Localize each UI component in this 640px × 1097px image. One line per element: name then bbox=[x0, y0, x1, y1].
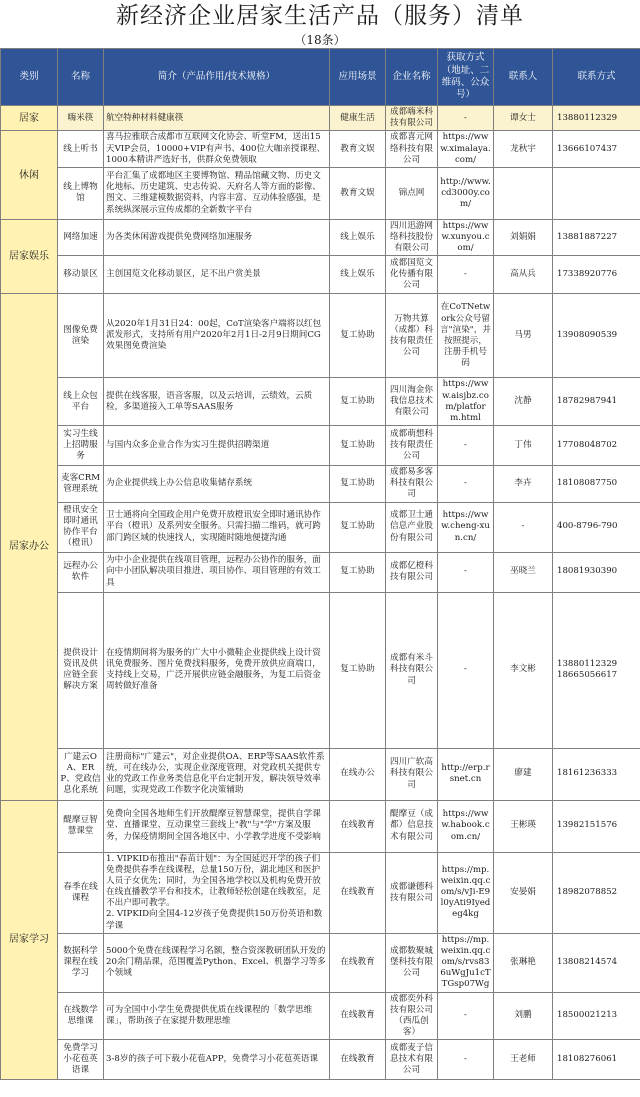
item-contact-info: 13982151576 bbox=[553, 800, 640, 852]
item-access: https://www.habook.com.cn/ bbox=[438, 800, 494, 852]
category-cell: 居家娱乐 bbox=[1, 219, 58, 294]
item-access: - bbox=[438, 552, 494, 592]
item-contact-info: 17708048702 bbox=[553, 426, 640, 466]
item-company: 成都亿橙科技有限公司 bbox=[386, 552, 438, 592]
item-scene: 复工协助 bbox=[330, 294, 386, 378]
item-access: https://mp.weixin.qq.com/s/vJi-E9l0yAti9Iyedeg4kg bbox=[438, 852, 494, 933]
item-name: 嗨米筷 bbox=[58, 106, 104, 131]
item-company: 成都喜元网络科技有限公司 bbox=[386, 131, 438, 168]
item-company: 锦点网 bbox=[386, 167, 438, 219]
item-name: 线上博物馆 bbox=[58, 167, 104, 219]
item-access: http://www.cd3000y.com/ bbox=[438, 167, 494, 219]
item-scene: 复工协助 bbox=[330, 502, 386, 552]
item-description: 主创国览文化移动景区，足不出户赏美景 bbox=[104, 256, 330, 294]
col-header-access: 获取方式（地址、二维码、公众号） bbox=[438, 49, 494, 106]
item-company: 成都麦子信息技术有限公司 bbox=[386, 1040, 438, 1080]
item-company: 四川广软高科技有限公司 bbox=[386, 748, 438, 800]
item-company: 成都卫士通信息产业股份有限公司 bbox=[386, 502, 438, 552]
item-description: 可为全国中小学生免费提供优质在线课程的「数学思维课」，帮助孩子在家提升数理思维 bbox=[104, 992, 330, 1040]
item-scene: 在线教育 bbox=[330, 992, 386, 1040]
page-subtitle: （18条） bbox=[294, 33, 346, 47]
item-contact-person: 马男 bbox=[494, 294, 553, 378]
item-company: 醍摩豆（成都）信息技术有限公司 bbox=[386, 800, 438, 852]
item-description: 从2020年1月31日24：00起，CoT渲染客户端将以红包派发形式，支持所有用户2020年2月1日-2月9日期间CG效果图免费渲染 bbox=[104, 294, 330, 378]
col-header-contact-info: 联系方式 bbox=[553, 49, 640, 106]
page-title: 新经济企业居家生活产品（服务）清单 bbox=[116, 3, 524, 29]
item-name: 橙讯安全即时通讯协作平台（橙讯） bbox=[58, 502, 104, 552]
item-contact-info: 13881887227 bbox=[553, 219, 640, 256]
item-access: https://www.ximalaya.com/ bbox=[438, 131, 494, 168]
item-scene: 在线教育 bbox=[330, 933, 386, 992]
item-scene: 健康生活 bbox=[330, 106, 386, 131]
item-contact-info: 13880112329 18665056617 bbox=[553, 592, 640, 748]
item-contact-info: 18081930390 bbox=[553, 552, 640, 592]
item-name: 春季在线课程 bbox=[58, 852, 104, 933]
item-contact-person: 龙秋宇 bbox=[494, 131, 553, 168]
item-contact-person: 刘鹏 bbox=[494, 992, 553, 1040]
item-description: 3-8岁的孩子可下载小花苞APP，免费学习小花苞英语课 bbox=[104, 1040, 330, 1080]
col-header-scene: 应用场景 bbox=[330, 49, 386, 106]
table-row bbox=[1, 502, 640, 552]
item-name: 远程办公软件 bbox=[58, 552, 104, 592]
item-contact-info: 18782987941 bbox=[553, 378, 640, 426]
item-contact-person bbox=[494, 167, 553, 219]
item-contact-info: 18982078852 bbox=[553, 852, 640, 933]
item-access: 在CoTNetwork公众号留言"渲染"，并按照提示，注册手机号码 bbox=[438, 294, 494, 378]
table-row bbox=[1, 294, 640, 378]
item-description: 注册商标"广建云"，对企业提供OA、ERP等SAAS软件系统，可在线办公，实现企业深度管理，对党政机关提供专业的党政工作业务类信息化平台定制开发，解决领导效率问题，实现党政工作数字化决策辅助 bbox=[104, 748, 330, 800]
item-description: 在疫情期间将为服务的广大中小微鞋企业提供线上设计资讯免费服务、图片免费找料服务，免费开放供应商端口，支持线上交易，广泛开展供应链金融服务，为复工后资金周转做好准备 bbox=[104, 592, 330, 748]
table-row bbox=[1, 852, 640, 933]
item-access: - bbox=[438, 1040, 494, 1080]
table-row bbox=[1, 131, 640, 168]
item-description: 1. VIPKID布推出"春苗计划"：为全国延迟开学的孩子们免费提供春季在线课程，总量150万份，湖北地区和医护人员子女优先；同时，为全国各地学校以及机构免费开放在线直播教学平台和技术，让教师轻松创建在线教室，足不出户即可教学。 2. VIPKID向全国4-12岁孩子免费提供150万份英语和数学课 bbox=[104, 852, 330, 933]
table-row bbox=[1, 748, 640, 800]
item-contact-info bbox=[553, 167, 640, 219]
item-contact-person: 李卉 bbox=[494, 466, 553, 503]
item-scene: 教育文娱 bbox=[330, 131, 386, 168]
item-contact-person: 巫晓兰 bbox=[494, 552, 553, 592]
item-scene: 复工协助 bbox=[330, 552, 386, 592]
item-company: 四川淘金你我信息技术有限公司 bbox=[386, 378, 438, 426]
item-contact-info: 17338920776 bbox=[553, 256, 640, 294]
table-row bbox=[1, 378, 640, 426]
item-access: - bbox=[438, 426, 494, 466]
item-contact-person: 王彬瑛 bbox=[494, 800, 553, 852]
item-access: https://www.aisjbz.com/platform.html bbox=[438, 378, 494, 426]
item-contact-person: 谭女士 bbox=[494, 106, 553, 131]
item-name: 醍摩豆智慧课堂 bbox=[58, 800, 104, 852]
item-name: 实习生线上招聘服务 bbox=[58, 426, 104, 466]
item-access: https://mp.weixin.qq.com/s/rvs836uWgJu1cTTGsp07Wg bbox=[438, 933, 494, 992]
item-company: 成都奕外科技有限公司（西瓜创客） bbox=[386, 992, 438, 1040]
item-description: 为中小企业提供在线项目管理，远程办公协作的服务，面向中小团队解决项目推进、项目协作、项目管理的有效工具 bbox=[104, 552, 330, 592]
item-contact-person: 廖建 bbox=[494, 748, 553, 800]
item-scene: 在线教育 bbox=[330, 1040, 386, 1080]
item-access: - bbox=[438, 466, 494, 503]
item-scene: 复工协助 bbox=[330, 378, 386, 426]
item-contact-person: 刘娟娟 bbox=[494, 219, 553, 256]
item-access: - bbox=[438, 992, 494, 1040]
col-header-name: 名称 bbox=[58, 49, 104, 106]
item-name: 提供设计资讯及供应链全套解决方案 bbox=[58, 592, 104, 748]
item-description: 平台汇集了成都地区主要博物馆、精品馆藏文物、历史文化地标、历史建筑、史志传说、天府名人等方面的影像、图文、三维建模数据资料，内容丰富、互动体验感强，是系统纵深展示宣传成都的全新数字平台 bbox=[104, 167, 330, 219]
table-row bbox=[1, 106, 640, 131]
item-scene: 在线办公 bbox=[330, 748, 386, 800]
item-access: https://www.xunyou.com/ bbox=[438, 219, 494, 256]
item-company: 成都谦德科技有限公司 bbox=[386, 852, 438, 933]
item-contact-person: 王老师 bbox=[494, 1040, 553, 1080]
item-name: 线上听书 bbox=[58, 131, 104, 168]
item-description: 为企业提供线上办公信息收集储存系统 bbox=[104, 466, 330, 503]
item-contact-person: 高从兵 bbox=[494, 256, 553, 294]
col-header-description: 简介（产品作用/技术规格） bbox=[104, 49, 330, 106]
item-access: http://erp.rsnet.cn bbox=[438, 748, 494, 800]
item-scene: 在线教育 bbox=[330, 800, 386, 852]
col-header-contact-person: 联系人 bbox=[494, 49, 553, 106]
item-contact-info: 18161236333 bbox=[553, 748, 640, 800]
item-company: 成都国览文化传播有限公司 bbox=[386, 256, 438, 294]
table-row bbox=[1, 167, 640, 219]
item-scene: 教育文娱 bbox=[330, 167, 386, 219]
item-company: 万物共算（成都）科技有限责任公司 bbox=[386, 294, 438, 378]
item-contact-info: 13808214574 bbox=[553, 933, 640, 992]
item-company: 成都易多客科技有限公司 bbox=[386, 466, 438, 503]
item-contact-info: 400-8796-790 bbox=[553, 502, 640, 552]
item-scene: 在线教育 bbox=[330, 852, 386, 933]
item-scene: 线上娱乐 bbox=[330, 256, 386, 294]
item-scene: 复工协助 bbox=[330, 466, 386, 503]
item-contact-person: 安晏娟 bbox=[494, 852, 553, 933]
table-row bbox=[1, 426, 640, 466]
item-contact-person: 张琳艳 bbox=[494, 933, 553, 992]
item-contact-person: 丁伟 bbox=[494, 426, 553, 466]
item-access: - bbox=[438, 592, 494, 748]
category-cell: 休闲 bbox=[1, 131, 58, 220]
item-name: 线上众包平台 bbox=[58, 378, 104, 426]
table-row bbox=[1, 219, 640, 256]
item-contact-info: 18500021213 bbox=[553, 992, 640, 1040]
table-row bbox=[1, 552, 640, 592]
item-description: 5000个免费在线课程学习名额，整合资深教研团队开发的20余门精品课，范围覆盖Python、Excel、机器学习等多个领域 bbox=[104, 933, 330, 992]
item-description: 提供在线客服，语音客服，以及云培训，云绩效，云质检，多渠道接入工单等SAAS服务 bbox=[104, 378, 330, 426]
item-description: 喜马拉雅联合成都市互联网文化协会、听堂FM，送出15天VIP会员，10000+VIP有声书、400位大咖亲授课程、1000本精讲严选好书，供群众免费领取 bbox=[104, 131, 330, 168]
item-contact-person: 李文彬 bbox=[494, 592, 553, 748]
category-cell: 居家 bbox=[1, 106, 58, 131]
item-access: - bbox=[438, 106, 494, 131]
item-description: 航空特种材料健康筷 bbox=[104, 106, 330, 131]
item-contact-info: 13666107437 bbox=[553, 131, 640, 168]
table-row bbox=[1, 933, 640, 992]
item-description: 与国内众多企业合作为实习生提供招聘渠道 bbox=[104, 426, 330, 466]
item-name: 图像免费渲染 bbox=[58, 294, 104, 378]
item-company: 成都数聚城堡科技有限公司 bbox=[386, 933, 438, 992]
item-description: 卫士通将向全国政企用户免费开放橙讯安全即时通讯协作平台（橙讯）及系列安全服务。只需扫描二维码，就可跨部门跨区域的快速找人，实现随时随地便捷沟通 bbox=[104, 502, 330, 552]
item-name: 网络加速 bbox=[58, 219, 104, 256]
item-access: https://www.cheng-xun.cn/ bbox=[438, 502, 494, 552]
category-cell: 居家学习 bbox=[1, 800, 58, 1080]
item-access: - bbox=[438, 256, 494, 294]
item-description: 免费向全国各地师生们开放醍摩豆智慧课堂，提供自学课堂、直播课堂、互动课堂三套线上"教"与"学"方案及服务，力保疫情期间全国各地区中、小学教学进度不受影响 bbox=[104, 800, 330, 852]
item-name: 移动景区 bbox=[58, 256, 104, 294]
table-header-row bbox=[1, 49, 640, 106]
item-scene: 复工协助 bbox=[330, 592, 386, 748]
item-company: 四川迅游网络科技股份有限公司 bbox=[386, 219, 438, 256]
col-header-category: 类别 bbox=[1, 49, 58, 106]
category-cell: 居家办公 bbox=[1, 294, 58, 800]
item-contact-info: 13880112329 bbox=[553, 106, 640, 131]
table-row bbox=[1, 256, 640, 294]
item-description: 为各类休闲游戏提供免费网络加速服务 bbox=[104, 219, 330, 256]
item-name: 免费学习小花苞英语课 bbox=[58, 1040, 104, 1080]
item-contact-info: 18108087750 bbox=[553, 466, 640, 503]
table-row bbox=[1, 1040, 640, 1080]
item-contact-info: 13908090539 bbox=[553, 294, 640, 378]
item-name: 在线数学思维课 bbox=[58, 992, 104, 1040]
col-header-company: 企业名称 bbox=[386, 49, 438, 106]
table-row bbox=[1, 466, 640, 503]
item-contact-info: 18108276061 bbox=[553, 1040, 640, 1080]
item-name: 麦客CRM管理系统 bbox=[58, 466, 104, 503]
item-name: 数据科学课程在线学习 bbox=[58, 933, 104, 992]
item-scene: 线上娱乐 bbox=[330, 219, 386, 256]
table-row bbox=[1, 992, 640, 1040]
item-company: 成都嗨米科技有限公司 bbox=[386, 106, 438, 131]
table-row bbox=[1, 592, 640, 748]
item-company: 成都萌想科技有限责任公司 bbox=[386, 426, 438, 466]
item-name: 广建云OA、ERP、党政信息化系统 bbox=[58, 748, 104, 800]
item-scene: 复工协助 bbox=[330, 426, 386, 466]
item-company: 成都有米斗科技有限公司 bbox=[386, 592, 438, 748]
product-table bbox=[0, 48, 640, 1080]
table-row bbox=[1, 800, 640, 852]
item-contact-person: 沈静 bbox=[494, 378, 553, 426]
item-contact-person: - bbox=[494, 502, 553, 552]
